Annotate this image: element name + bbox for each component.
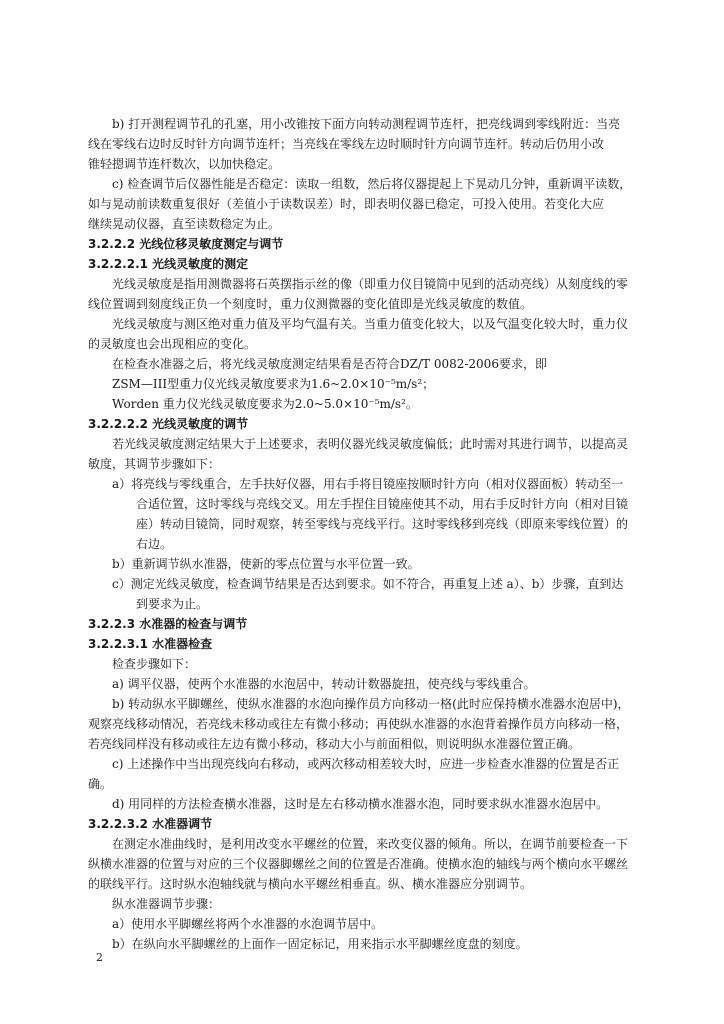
text-line: 的联线平行。这时纵水泡轴线就与横向水平螺丝相垂直。纵、横水准器应分别调节。: [88, 877, 533, 891]
text-line: 检查步骤如下：: [112, 657, 197, 671]
text-line: b）在纵向水平脚螺丝的上面作一固定标记，用来指示水平脚螺丝度盘的刻度。: [112, 937, 528, 951]
text-line: 到要求为止。: [136, 597, 209, 611]
section-heading: 3.2.2.2.1 光线灵敏度的测定: [88, 257, 249, 271]
text-line: d) 用同样的方法检查横水准器，这时是左右移动横水准器水泡，同时要求纵水准器水泡居中。: [112, 797, 609, 811]
text-line: 右边。: [136, 537, 173, 551]
text-line: a）使用水平脚螺丝将两个水准器的水泡调节居中。: [112, 917, 384, 931]
text-line: c）测定光线灵敏度，检查调节结果是否达到要求。如不符合，再重复上述 a）、b）步骤，直到达: [112, 577, 624, 591]
text-line: 如与晃动前读数重复很好（差值小于读数误差）时，即表明仪器已稳定，可投入使用。若变化大应: [88, 197, 605, 211]
text-line: b) 打开测程调节孔的孔塞，用小改锥按下面方向转动测程调节连杆，把亮线调到零线附近：当亮: [112, 117, 621, 131]
text-line: 合适位置，这时零线与亮线交叉。用左手捏住目镜座使其不动，用右手反时针方向（相对目镜: [136, 497, 629, 511]
section-heading: 3.2.2.3 水准器的检查与调节: [88, 617, 248, 631]
text-line: a）将亮线与零线重合，左手扶好仪器，用右手将目镜座按顺时针方向（相对仪器面板）转动至一: [112, 477, 624, 491]
text-line: ZSM—III型重力仪光线灵敏度要求为1.6~2.0×10⁻⁵m/s²；: [112, 377, 435, 391]
text-line: 座）转动目镜筒，同时观察，转至零线与亮线平行。这时零线移到亮线（即原来零线位置）的: [136, 517, 629, 531]
section-heading: 3.2.2.2 光线位移灵敏度测定与调节: [88, 237, 284, 251]
text-line: 锥轻摁调节连杆数次，以加快稳定。: [88, 157, 281, 171]
text-line: 线在零线右边时反时针方向调节连杆；当亮线在零线左边时顺时针方向调节连杆。转动后仍用小改: [88, 137, 605, 151]
text-line: 观察亮线移动情况，若亮线未移动或往左有微小移动；再使纵水准器的水泡背着操作员方向移动一格，: [88, 717, 629, 731]
text-line: 光线灵敏度是指用测微器将石英摆指示丝的像（即重力仪目镜筒中见到的活动亮线）从刻度线的零: [112, 277, 629, 291]
text-line: 若亮线同样没有移动或往左边有微小移动，移动大小与前面相似，则说明纵水准器位置正确。: [88, 737, 581, 751]
text-line: c) 上述操作中当出现亮线向右移动，或两次移动相差较大时，应进一步检查水准器的位置是否正: [112, 757, 620, 771]
text-line: 纵横水准器的位置与对应的三个仪器脚螺丝之间的位置是否准确。使横水泡的轴线与两个横向水平螺丝: [88, 857, 629, 871]
text-line: 光线灵敏度与测区绝对重力值及平均气温有关。当重力值变化较大，以及气温变化较大时，重力仪: [112, 317, 629, 331]
text-line: 纵水准器调节步骤：: [112, 897, 221, 911]
text-line: 线位置调到刻度线正负一个刻度时，重力仪测微器的变化值即是光线灵敏度的数值。: [88, 297, 533, 311]
text-line: a) 调平仪器，使两个水准器的水泡居中，转动计数器旋扭，使亮线与零线重合。: [112, 677, 536, 691]
text-line: b) 转动纵水平脚螺丝，使纵水准器的水泡向操作员方向移动一格(此时应保持横水准器水泡居中)，: [112, 697, 630, 711]
text-line: 确。: [88, 777, 113, 791]
text-line: 若光线灵敏度测定结果大于上述要求，表明仪器光线灵敏度偏低；此时需对其进行调节，以提高灵: [112, 437, 629, 451]
text-line: c) 检查调节后仪器性能是否稳定：读取一组数，然后将仪器提起上下晃动几分钟，重新调平读数，: [112, 177, 632, 191]
text-line: 在检查水准器之后，将光线灵敏度测定结果看是否符合DZ/T 0082-2006要求，即: [112, 357, 547, 371]
text-line: 的灵敏度也会出现相应的变化。: [88, 337, 257, 351]
page-number: 2: [96, 951, 103, 964]
text-line: 敏度，其调节步骤如下：: [88, 457, 221, 471]
text-line: b）重新调节纵水准器，使新的零点位置与水平位置一致。: [112, 557, 420, 571]
text-line: Worden 重力仪光线灵敏度要求为2.0~5.0×10⁻⁵m/s²。: [112, 397, 418, 411]
text-line: 继续晃动仪器，直至读数稳定为止。: [88, 217, 281, 231]
section-heading: 3.2.2.3.2 水准器调节: [88, 817, 213, 831]
text-line: 在测定水准曲线时，是利用改变水平螺丝的位置，来改变仪器的倾角。所以，在调节前要检查一下: [112, 837, 629, 851]
section-heading: 3.2.2.2.2 光线灵敏度的调节: [88, 417, 249, 431]
section-heading: 3.2.2.3.1 水准器检查: [88, 637, 213, 651]
